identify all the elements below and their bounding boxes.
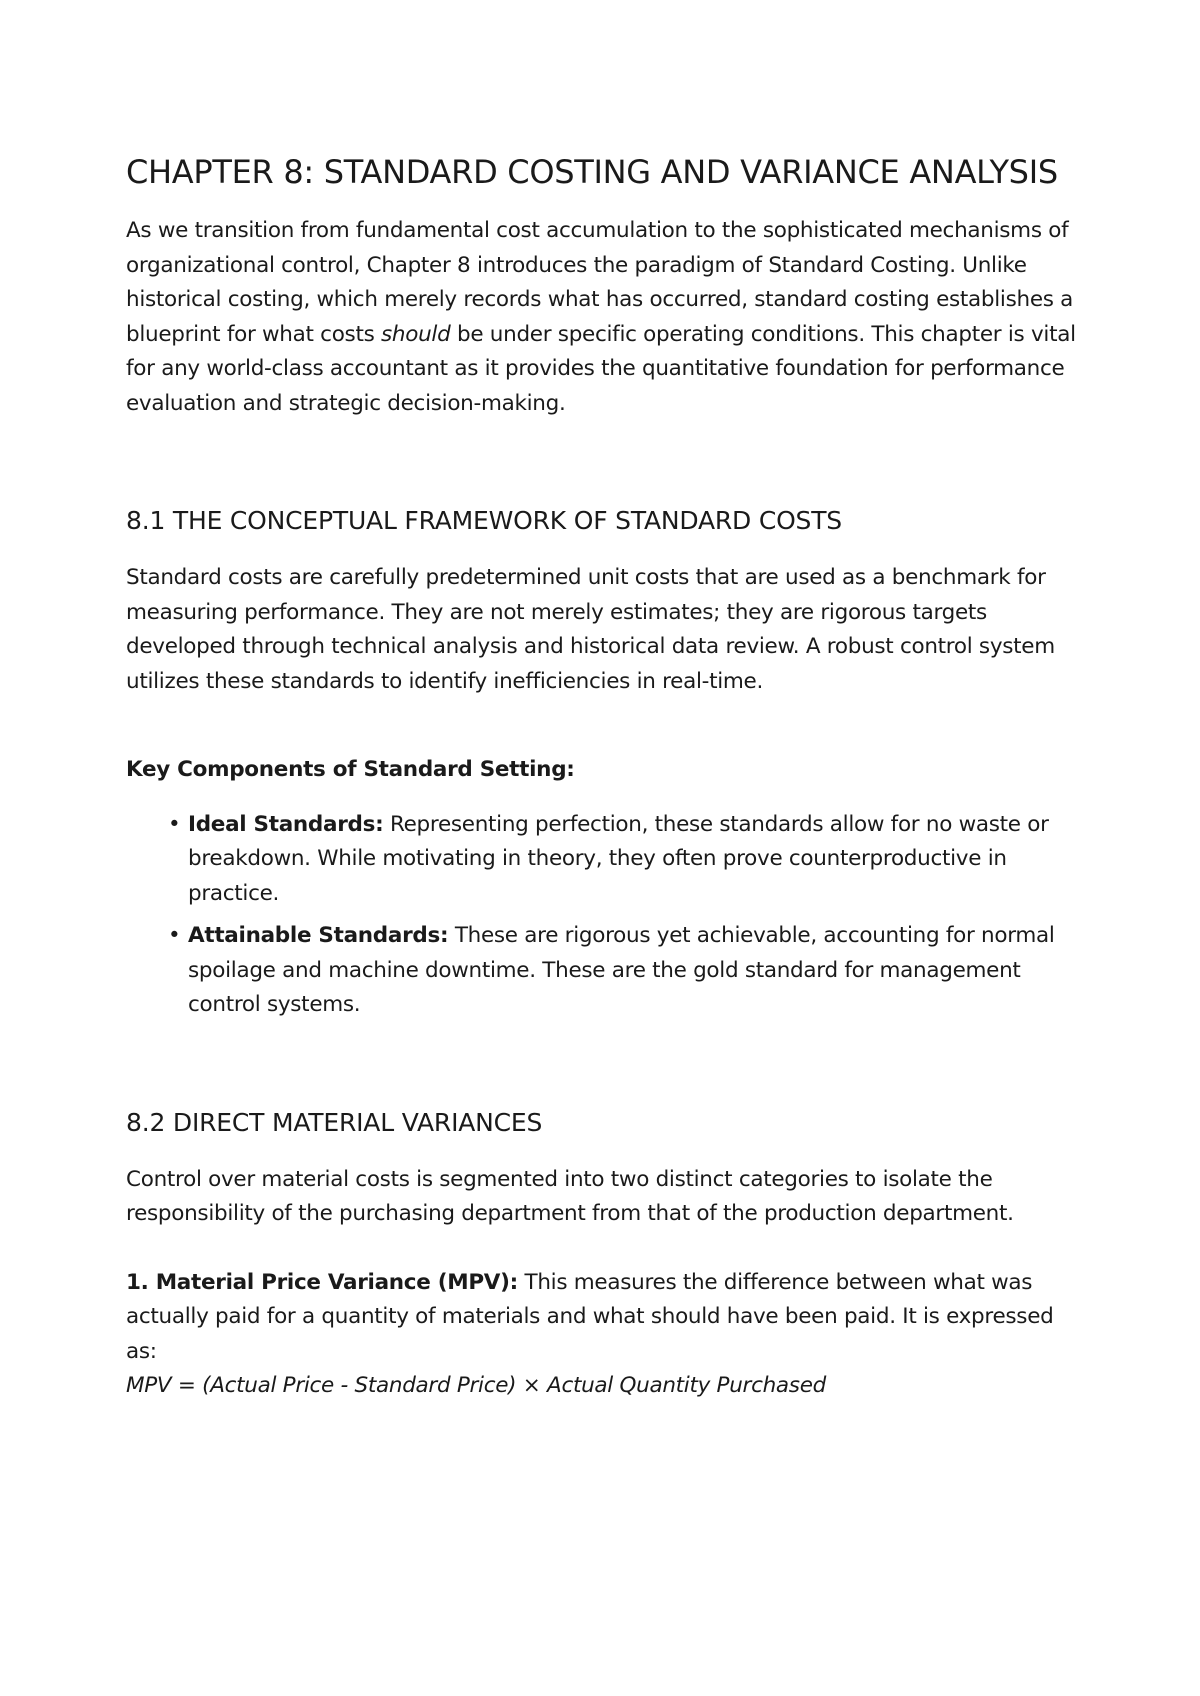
document-page bbox=[126, 146, 1086, 1404]
intro-paragraph bbox=[126, 214, 1086, 421]
list-item-text: These are rigorous yet achievable, accounting for normal spoilage and machine downtime. These are the gold standard for management control systems. bbox=[188, 923, 1055, 1017]
intro-text-start: As we transition from fundamental cost accumulation to the sophisticated mechanisms of organizational control, Chapter 8 introduces the paradigm of Standard Costing. Unlike historical costing, which merely records what has occurred, standard costing establishes a blueprint for what costs bbox=[126, 218, 1074, 347]
key-components-subheading: Key Components of Standard Setting: bbox=[126, 757, 575, 782]
bullet-marker: • bbox=[168, 923, 181, 948]
intro-emphasis: should bbox=[381, 321, 451, 347]
list-item-term: Ideal Standards: bbox=[188, 811, 384, 837]
section-8-2-paragraph: Control over material costs is segmented into two distinct categories to isolate the responsibility of the purchasing department from that of the production department. bbox=[126, 1166, 1014, 1226]
mpv-paragraph bbox=[126, 1266, 1086, 1370]
chapter-title: CHAPTER 8: STANDARD COSTING AND VARIANCE ANALYSIS bbox=[126, 153, 1058, 191]
standards-list bbox=[126, 808, 1086, 1023]
mpv-text: This measures the difference between what was actually paid for a quantity of materials and what should have been paid. It is expressed as: bbox=[126, 1269, 1054, 1364]
mpv-formula: MPV = (Actual Price - Standard Price) × Actual Quantity Purchased bbox=[126, 1373, 826, 1398]
bullet-marker: • bbox=[168, 811, 181, 837]
section-8-1-paragraph: Standard costs are carefully predetermined unit costs that are used as a benchmark for measuring performance. They are not merely estimates; they are rigorous targets developed through technical analysis and historical data review. A robust control system utilizes these standards to identify inefficiencies in real-time. bbox=[126, 565, 1055, 694]
list-item-text: Representing perfection, these standards allow for no waste or breakdown. While motivating in theory, they often prove counterproductive in practice. bbox=[188, 811, 1049, 906]
list-item-ideal-standards bbox=[168, 808, 1086, 912]
mpv-term: 1. Material Price Variance (MPV): bbox=[126, 1269, 518, 1295]
section-heading-8-2: 8.2 DIRECT MATERIAL VARIANCES bbox=[126, 1107, 543, 1137]
list-item-attainable-standards bbox=[168, 919, 1086, 1023]
intro-text-end: be under specific operating conditions. This chapter is vital for any world-class accountant as it provides the quantitative foundation for performance evaluation and strategic decision-making. bbox=[126, 321, 1076, 416]
section-heading-8-1: 8.1 THE CONCEPTUAL FRAMEWORK OF STANDARD COSTS bbox=[126, 506, 842, 535]
list-item-term: Attainable Standards: bbox=[188, 923, 449, 948]
